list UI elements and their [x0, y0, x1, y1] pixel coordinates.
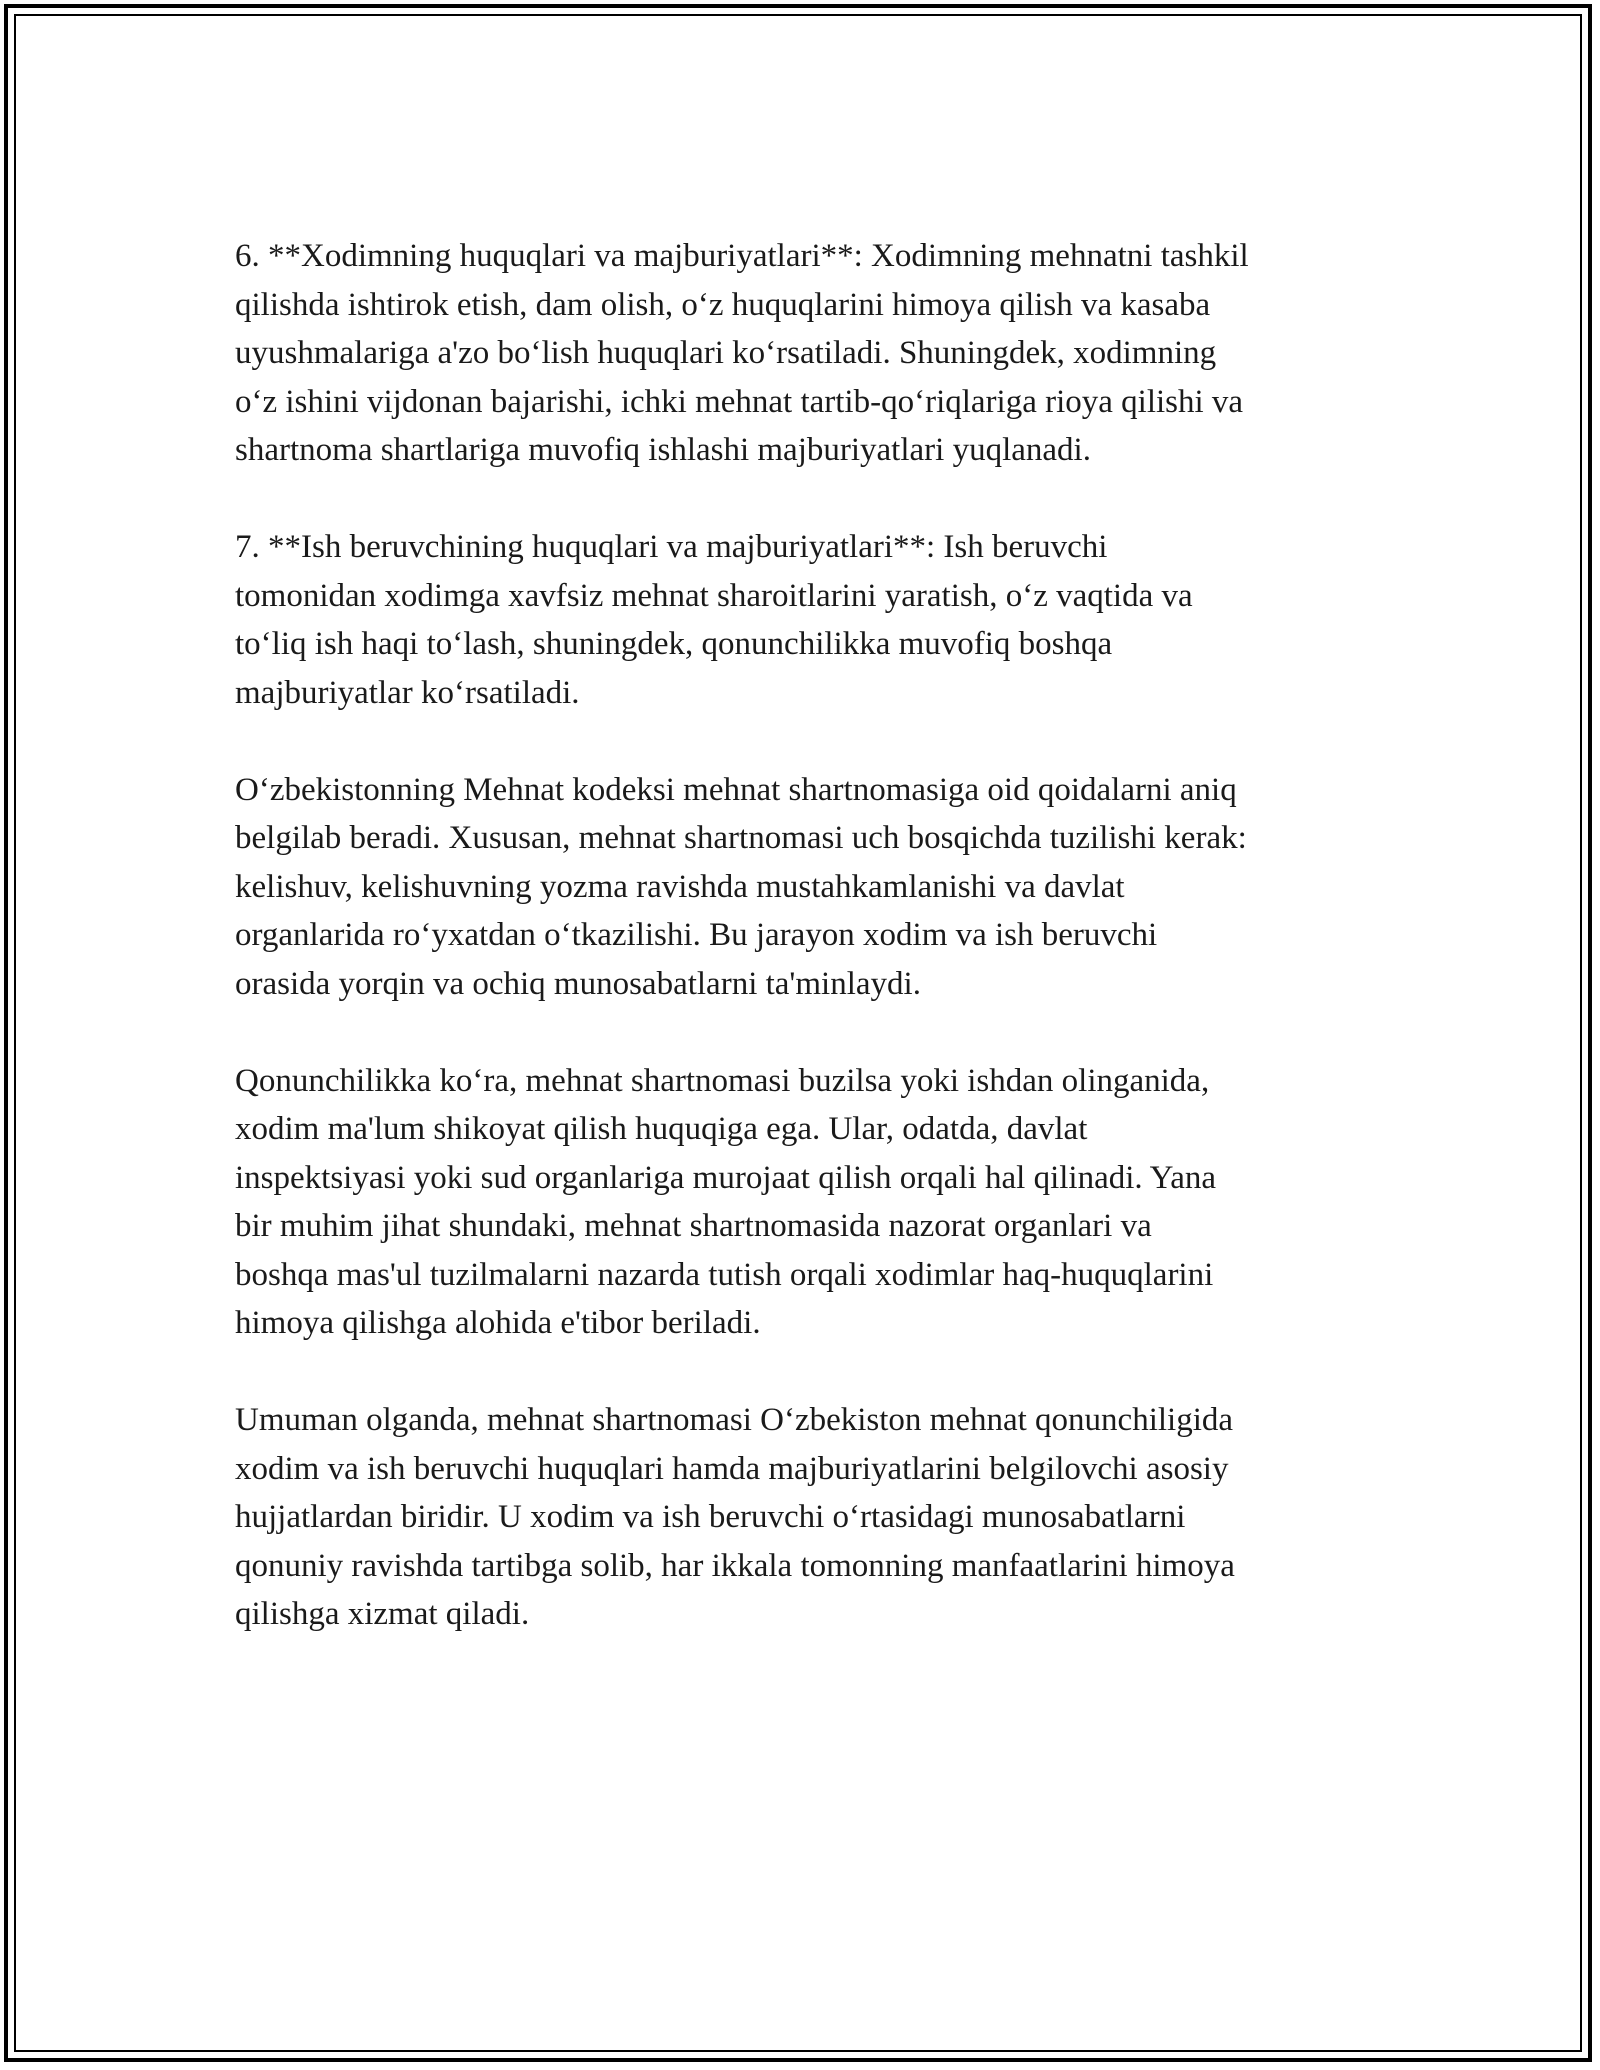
text-line: 6. **Xodimning huquqlari va majburiyatlari**: Xodimning mehnatni tashkil [235, 238, 1249, 274]
text-line: qilishda ishtirok etish, dam olish, o‘z huquqlarini himoya qilish va kasaba [235, 286, 1211, 323]
paragraph-employee-rights [235, 232, 1385, 475]
text-line: o‘z ishini vijdonan bajarishi, ichki mehnat tartib-qo‘riqlariga rioya qilishi va [235, 383, 1244, 420]
text-line: tomonidan xodimga xavfsiz mehnat sharoitlarini yaratish, o‘z vaqtida va [235, 577, 1193, 614]
paragraph-labor-code [235, 766, 1385, 1009]
text-line: kelishuv, kelishuvning yozma ravishda mustahkamlanishi va davlat [235, 868, 1125, 905]
text-line: to‘liq ish haqi to‘lash, shuningdek, qonunchilikka muvofiq boshqa [235, 626, 1113, 662]
text-line: hujjatlardan biridir. U xodim va ish beruvchi o‘rtasidagi munosabatlarni [235, 1499, 1186, 1535]
text-line: qonuniy ravishda tartibga solib, har ikkala tomonning manfaatlarini himoya [235, 1547, 1235, 1584]
text-line: inspektsiyasi yoki sud organlariga murojaat qilish orqali hal qilinadi. Yana [235, 1159, 1217, 1196]
paragraph-conclusion [235, 1396, 1385, 1639]
text-line: belgilab beradi. Xususan, mehnat shartnomasi uch bosqichda tuzilishi kerak: [235, 820, 1247, 856]
paragraph-legislation [235, 1057, 1385, 1348]
text-line: boshqa mas'ul tuzilmalarni nazarda tutish orqali xodimlar haq-huquqlarini [235, 1256, 1214, 1293]
text-line: himoya qilishga alohida e'tibor beriladi. [235, 1305, 761, 1341]
document-body [235, 232, 1385, 1687]
paragraph-employer-rights [235, 523, 1385, 717]
text-line: Umuman olganda, mehnat shartnomasi O‘zbekiston mehnat qonunchiligida [235, 1402, 1234, 1438]
text-line: xodim ma'lum shikoyat qilish huquqiga ega. Ular, odatda, davlat [235, 1111, 1088, 1147]
text-line: orasida yorqin va ochiq munosabatlarni ta'minlaydi. [235, 965, 921, 1002]
text-line: Qonunchilikka ko‘ra, mehnat shartnomasi buzilsa yoki ishdan olinganida, [235, 1062, 1210, 1099]
text-line: majburiyatlar ko‘rsatiladi. [235, 674, 580, 711]
text-line: O‘zbekistonning Mehnat kodeksi mehnat shartnomasiga oid qoidalarni aniq [235, 771, 1237, 808]
text-line: bir muhim jihat shundaki, mehnat shartnomasida nazorat organlari va [235, 1208, 1152, 1244]
text-line: qilishga xizmat qiladi. [235, 1596, 530, 1632]
text-line: xodim va ish beruvchi huquqlari hamda majburiyatlarini belgilovchi asosiy [235, 1450, 1229, 1487]
text-line: shartnoma shartlariga muvofiq ishlashi majburiyatlari yuqlanadi. [235, 432, 1091, 468]
text-line: organlarida ro‘yxatdan o‘tkazilishi. Bu jarayon xodim va ish beruvchi [235, 917, 1158, 953]
text-line: 7. **Ish beruvchining huquqlari va majburiyatlari**: Ish beruvchi [235, 529, 1108, 565]
text-line: uyushmalariga a'zo bo‘lish huquqlari ko‘rsatiladi. Shuningdek, xodimning [235, 335, 1217, 371]
